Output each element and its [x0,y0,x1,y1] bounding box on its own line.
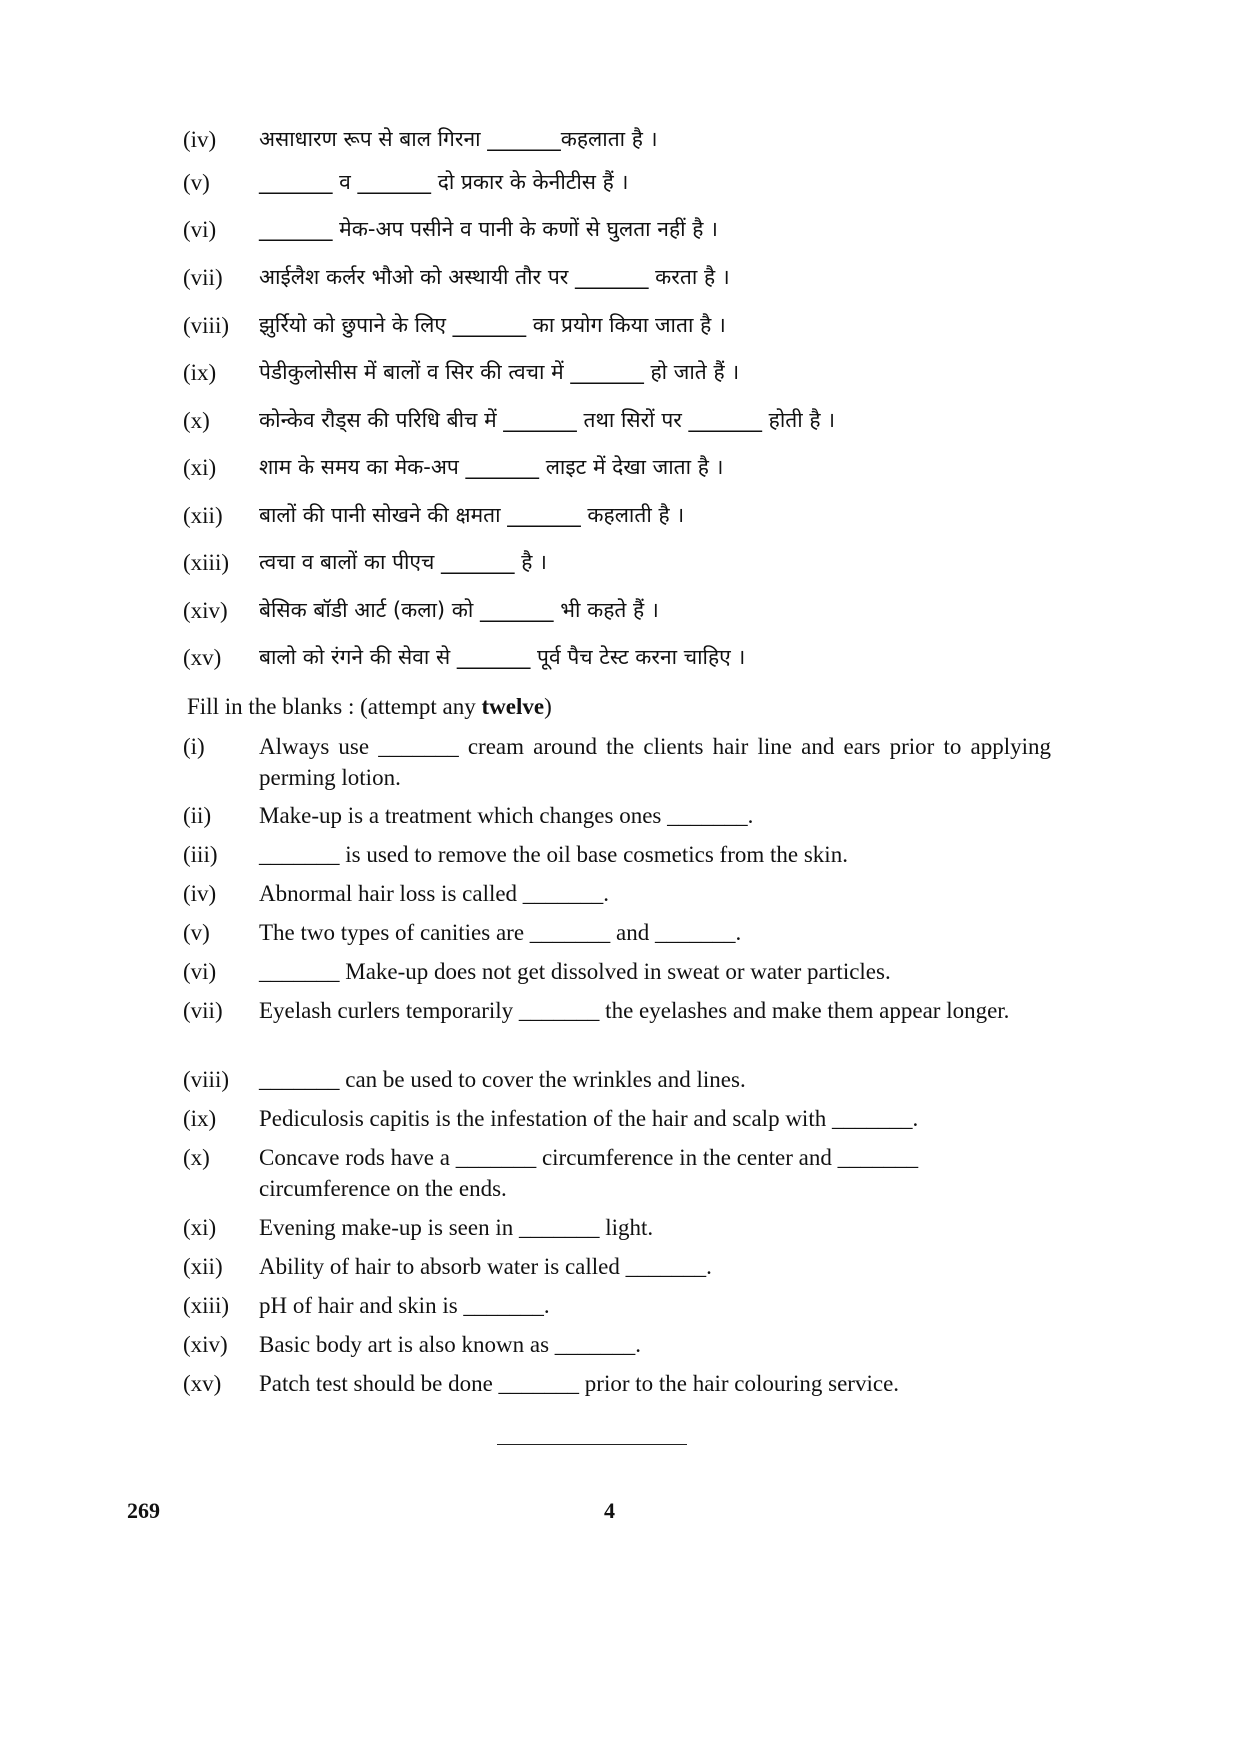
end-rule [497,1444,687,1445]
item-text: आईलैश कर्लर भौओ को अस्थायी तौर पर _______ करता है । [259,265,730,289]
item-number: (xiii) [183,550,229,575]
item-text: _______ Make-up does not get dissolved in sweat or water particles. [259,959,891,984]
item-text: The two types of canities are _______ and _______. [259,920,742,945]
heading-suffix: ) [544,694,552,719]
item-number: (xiv) [183,598,228,623]
item-text: शाम के समय का मेक-अप _______ लाइट में देखा जाता है । [259,455,724,479]
item-number: (ix) [183,1106,217,1131]
item-text: _______ is used to remove the oil base cosmetics from the skin. [259,842,848,867]
item-number: (ii) [183,803,212,828]
item-text: बालों की पानी सोखने की क्षमता _______ कहलाती है । [259,503,685,527]
paper-code: 269 [127,1498,160,1523]
item-number: (xi) [183,455,217,480]
heading-prefix: Fill in the blanks : (attempt any [187,694,482,719]
item-text: कोन्केव रौड्स की परिधि बीच में _______ तथा सिरों पर _______ होती है । [259,408,836,432]
item-number: (vi) [183,959,217,984]
item-text: त्वचा व बालों का पीएच _______ है । [259,550,548,574]
item-number: (vii) [183,265,223,290]
item-number: (iv) [183,881,217,906]
item-text: pH of hair and skin is _______. [259,1293,550,1318]
item-text: बेसिक बॉडी आर्ट (कला) को _______ भी कहते हैं । [259,598,659,622]
item-text: असाधारण रूप से बाल गिरना _______कहलाता है । [259,127,658,151]
item-number: (xiv) [183,1332,228,1357]
item-number: (v) [183,170,210,195]
item-number: (ix) [183,360,217,385]
item-number: (xv) [183,645,222,670]
heading-bold: twelve [481,694,545,719]
item-text: झुर्रियो को छुपाने के लिए _______ का प्रयोग किया जाता है । [259,313,726,337]
item-number: (xv) [183,1371,222,1396]
item-number: (x) [183,1145,210,1170]
item-number: (iv) [183,127,217,152]
section-heading [187,691,552,722]
item-text: Eyelash curlers temporarily _______ the eyelashes and make them appear longer. [259,998,1010,1023]
item-text: Always use _______ cream around the clients hair line and ears prior to applying perming lotion. [259,734,1051,790]
item-number: (xii) [183,1254,223,1279]
item-text: Patch test should be done _______ prior to the hair colouring service. [259,1371,900,1396]
item-number: (i) [183,734,205,759]
item-number: (iii) [183,842,218,867]
item-text: _______ मेक-अप पसीने व पानी के कणों से घुलता नहीं है । [259,217,719,241]
item-number: (vii) [183,998,223,1023]
item-number: (vi) [183,217,217,242]
item-number: (xi) [183,1215,217,1240]
item-text: बालो को रंगने की सेवा से _______ पूर्व पैच टेस्ट करना चाहिए । [259,645,746,669]
item-text: _______ व _______ दो प्रकार के केनीटीस हैं । [259,170,629,194]
item-text: Abnormal hair loss is called _______. [259,881,610,906]
page-number: 4 [604,1498,615,1523]
item-number: (v) [183,920,210,945]
item-text: Concave rods have a _______ circumference in the center and _______ circumference on the ends. [259,1145,919,1201]
item-text: _______ can be used to cover the wrinkles and lines. [259,1067,746,1092]
item-number: (xiii) [183,1293,229,1318]
item-text: Evening make-up is seen in _______ light. [259,1215,654,1240]
item-number: (x) [183,408,210,433]
item-text: Ability of hair to absorb water is called _______. [259,1254,712,1279]
item-number: (viii) [183,1067,229,1092]
item-text: Make-up is a treatment which changes ones _______. [259,803,754,828]
item-text: Pediculosis capitis is the infestation of the hair and scalp with _______. [259,1106,919,1131]
item-number: (viii) [183,313,229,338]
item-text: पेडीकुलोसीस में बालों व सिर की त्वचा में _______ हो जाते हैं । [259,360,740,384]
item-number: (xii) [183,503,223,528]
item-text: Basic body art is also known as _______. [259,1332,642,1357]
